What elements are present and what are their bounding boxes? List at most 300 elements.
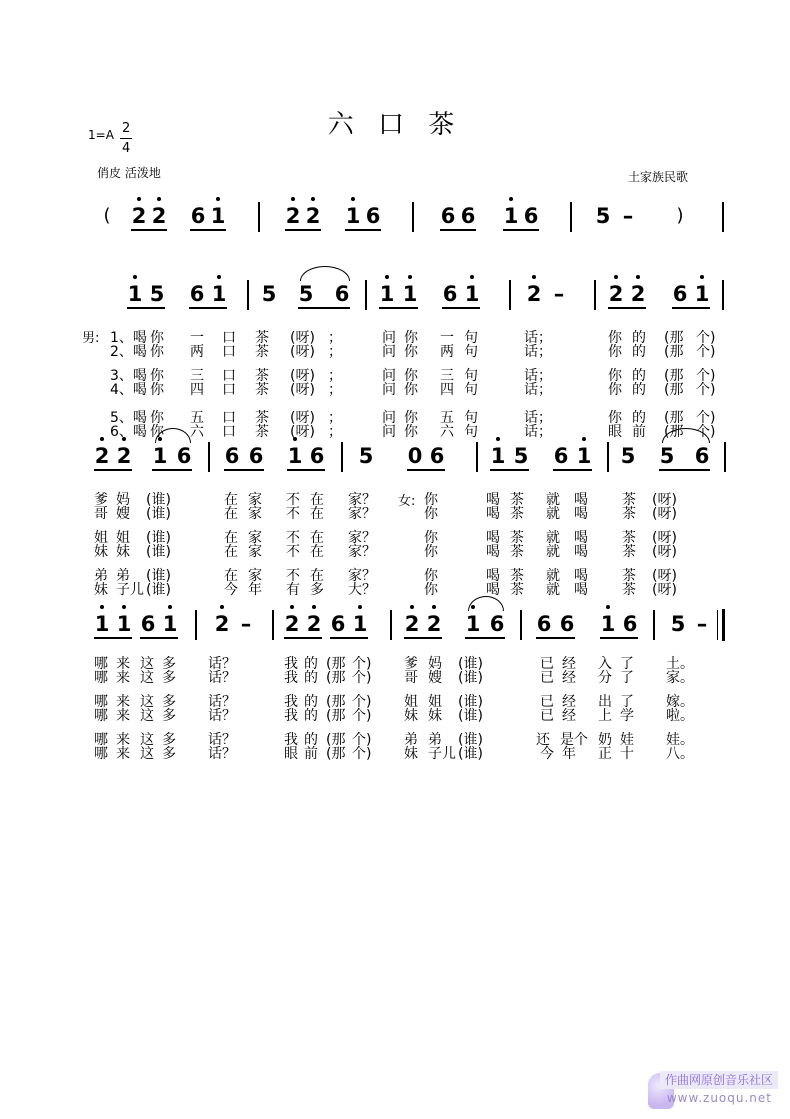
lyric-syllable: (呀) <box>652 530 677 546</box>
bar-line <box>570 202 572 232</box>
eighth-note-underline <box>345 229 381 231</box>
note: 2 <box>526 282 542 306</box>
eighth-note-underline <box>672 307 710 309</box>
lyric-syllable: ； <box>328 330 342 346</box>
lyric-syllable: 你 <box>608 344 622 360</box>
lyric-syllable: 弟 <box>428 732 442 748</box>
lyric-syllable: 茶 <box>255 382 269 398</box>
lyric-syllable: 你 <box>150 368 164 384</box>
final-bar-thin <box>717 610 718 640</box>
bar-line <box>272 610 274 640</box>
high-octave-dot <box>133 275 137 279</box>
lyric-syllable: 茶 <box>255 424 269 440</box>
lyric-syllable: (那 <box>664 344 684 360</box>
lyric-syllable: 姐 <box>428 694 442 710</box>
lyric-syllable: 就 <box>546 544 560 560</box>
lyric-syllable: 4、喝 <box>110 382 147 398</box>
high-octave-dot <box>220 605 224 609</box>
lyric-syllable: 了 <box>620 670 634 686</box>
lyric-syllable: ； <box>328 410 342 426</box>
lyric-syllable: 口 <box>222 424 236 440</box>
note: 6 <box>429 444 445 468</box>
lyric-syllable: 句 <box>464 368 478 384</box>
lyric-syllable: 一 <box>190 330 204 346</box>
high-octave-dot <box>509 197 513 201</box>
lyric-syllable: 有 <box>286 582 300 598</box>
lyric-syllable: 茶 <box>510 568 524 584</box>
note: 1 <box>287 444 303 468</box>
lyric-syllable: 你 <box>404 330 418 346</box>
lyric-syllable: 的 <box>632 344 646 360</box>
bar-line <box>195 610 197 640</box>
lyric-syllable: 5、喝 <box>110 410 147 426</box>
lyric-syllable: 你 <box>608 410 622 426</box>
lyric-syllable: 1、喝 <box>110 330 147 346</box>
lyric-syllable: 家？ <box>348 506 376 522</box>
eighth-note-underline <box>298 307 350 309</box>
lyric-syllable: 个) <box>352 708 372 724</box>
lyric-syllable: (谁) <box>458 670 483 686</box>
note: 1 <box>465 612 481 636</box>
lyric-syllable: 弟 <box>116 568 130 584</box>
lyric-syllable: (谁) <box>458 656 483 672</box>
bar-line <box>724 442 726 472</box>
lyric-syllable: 的 <box>632 368 646 384</box>
lyric-syllable: 哪 <box>94 656 108 672</box>
lyric-syllable: 话？ <box>208 708 236 724</box>
lyric-syllable: 哪 <box>94 670 108 686</box>
eighth-note-underline <box>189 307 227 309</box>
lyric-syllable: 学 <box>620 708 634 724</box>
watermark <box>648 1071 778 1111</box>
lyric-syllable: 这 <box>140 656 154 672</box>
lyric-syllable: 你 <box>424 582 438 598</box>
note: 2 <box>116 444 132 468</box>
lyric-syllable: ； <box>328 382 342 398</box>
lyric-syllable: 你 <box>608 382 622 398</box>
note: 1 <box>211 282 227 306</box>
lyric-syllable: 这 <box>140 670 154 686</box>
note: 6 <box>140 612 156 636</box>
eighth-note-underline <box>94 469 132 471</box>
lyric-syllable: 啦。 <box>666 708 694 724</box>
lyric-syllable: 话； <box>524 424 552 440</box>
lyric-syllable: 喝 <box>574 492 588 508</box>
note: 2 <box>214 612 230 636</box>
lyric-syllable: 个) <box>696 382 716 398</box>
staff-line-4 <box>0 600 790 650</box>
lyric-syllable: 五 <box>190 410 204 426</box>
lyric-syllable: 哥 <box>94 506 108 522</box>
high-octave-dot <box>311 197 315 201</box>
lyric-syllable: 的 <box>632 330 646 346</box>
note: 1 <box>345 204 361 228</box>
lyric-syllable: 你 <box>150 382 164 398</box>
lyric-syllable: 茶 <box>622 506 636 522</box>
eighth-note-underline <box>490 469 529 471</box>
note: 2 <box>404 612 420 636</box>
lyric-syllable: (呀) <box>652 492 677 508</box>
bar-line <box>722 202 724 232</box>
lyric-syllable: 在 <box>310 492 324 508</box>
lyric-syllable: 你 <box>404 344 418 360</box>
lyric-syllable: 茶 <box>622 568 636 584</box>
note: 6 <box>489 612 505 636</box>
lyric-syllable: (呀) <box>652 544 677 560</box>
lyric-syllable: 妹 <box>94 582 108 598</box>
lyric-syllable: 奶 <box>598 732 612 748</box>
lyric-syllable: 我 <box>284 670 298 686</box>
lyric-line <box>0 708 790 724</box>
lyric-syllable: 句 <box>464 410 478 426</box>
lyric-syllable: (呀) <box>290 330 315 346</box>
lyric-syllable: 你 <box>150 424 164 440</box>
lyric-syllable: 眼 <box>284 746 298 762</box>
lyric-syllable: (那 <box>326 656 346 672</box>
lyric-syllable: (谁) <box>458 746 483 762</box>
lyric-line <box>0 506 790 522</box>
lyric-syllable: 我 <box>284 694 298 710</box>
lyric-syllable: (呀) <box>652 582 677 598</box>
high-octave-dot <box>385 275 389 279</box>
lyric-syllable: 嫁。 <box>666 694 694 710</box>
bar-line <box>722 280 724 310</box>
bar-line <box>258 202 260 232</box>
lyric-syllable: 是个 <box>560 732 588 748</box>
lyric-syllable: 家 <box>248 530 262 546</box>
note: 6 <box>365 204 381 228</box>
high-octave-dot <box>137 197 141 201</box>
lyric-syllable: 经 <box>562 694 576 710</box>
lyric-syllable: 句 <box>464 344 478 360</box>
watermark-name: 作曲网原创音乐社区 <box>660 1071 778 1089</box>
lyric-syllable: 在 <box>224 492 238 508</box>
lyric-syllable: 6、喝 <box>110 424 147 440</box>
lyric-syllable: (谁) <box>146 544 171 560</box>
lyric-syllable: 你 <box>424 568 438 584</box>
lyric-syllable: 你 <box>150 330 164 346</box>
note: 1 <box>127 282 143 306</box>
note: 5 <box>358 444 374 468</box>
sustain-dash: – <box>622 204 634 228</box>
note: 6 <box>224 444 240 468</box>
high-octave-dot <box>470 275 474 279</box>
lyric-syllable: 了 <box>620 694 634 710</box>
lyric-syllable: 四 <box>440 382 454 398</box>
note: 1 <box>152 444 168 468</box>
lyric-syllable: (呀) <box>290 368 315 384</box>
lyric-syllable: 你 <box>608 368 622 384</box>
note: 2 <box>306 612 322 636</box>
bar-line <box>208 442 210 472</box>
lyric-syllable: ； <box>328 424 342 440</box>
watermark-url: www.zuoqu.net <box>666 1091 772 1105</box>
lyric-syllable: ； <box>328 368 342 384</box>
high-octave-dot <box>606 605 610 609</box>
lyric-syllable: 问 <box>382 424 396 440</box>
lyric-syllable: 茶 <box>622 492 636 508</box>
lyric-syllable: 问 <box>382 368 396 384</box>
lyric-syllable: 茶 <box>622 582 636 598</box>
bar-line <box>247 280 249 310</box>
lyric-syllable: (那 <box>326 708 346 724</box>
lyric-syllable: (谁) <box>458 732 483 748</box>
male-part-label: 男: <box>82 331 100 346</box>
note: 5 <box>298 282 314 306</box>
lyric-syllable: 姐 <box>404 694 418 710</box>
lyric-syllable: 经 <box>562 670 576 686</box>
eighth-note-underline <box>404 637 442 639</box>
lyric-syllable: 喝 <box>574 530 588 546</box>
lyric-syllable: 六 <box>440 424 454 440</box>
lyric-syllable: 今 <box>540 746 554 762</box>
high-octave-dot <box>100 605 104 609</box>
lyric-syllable: 问 <box>382 382 396 398</box>
lyric-syllable: 喝 <box>486 530 500 546</box>
lyric-syllable: 你 <box>404 368 418 384</box>
lyric-syllable: 话？ <box>208 732 236 748</box>
lyric-line <box>0 746 790 762</box>
lyric-syllable: 年 <box>562 746 576 762</box>
note: 1 <box>464 282 480 306</box>
lyric-syllable: 口 <box>222 382 236 398</box>
lyric-syllable: 多 <box>162 732 176 748</box>
lyric-syllable: (呀) <box>652 568 677 584</box>
eighth-note-underline <box>407 469 445 471</box>
lyric-syllable: 家？ <box>348 544 376 560</box>
lyric-syllable: 分 <box>598 670 612 686</box>
high-octave-dot <box>614 275 618 279</box>
eighth-note-underline <box>379 307 418 309</box>
lyric-syllable: 的 <box>304 708 318 724</box>
note: 1 <box>162 612 178 636</box>
lyric-syllable: 个) <box>352 746 372 762</box>
lyric-syllable: 这 <box>140 708 154 724</box>
lyric-syllable: 多 <box>162 656 176 672</box>
lyric-syllable: 茶 <box>255 330 269 346</box>
lyric-syllable: 话； <box>524 410 552 426</box>
lyric-syllable: 两 <box>190 344 204 360</box>
lyric-syllable: 哪 <box>94 746 108 762</box>
lyric-syllable: (那 <box>326 694 346 710</box>
note: 5 <box>659 444 675 468</box>
lyric-syllable: 在 <box>224 568 238 584</box>
song-origin: 土家族民歌 <box>628 170 689 184</box>
eighth-note-underline <box>600 637 638 639</box>
lyric-syllable: 个) <box>696 330 716 346</box>
lyric-syllable: 出 <box>598 694 612 710</box>
lyric-syllable: 个) <box>352 670 372 686</box>
lyric-syllable: 年 <box>248 582 262 598</box>
lyric-syllable: 来 <box>116 694 130 710</box>
lyric-syllable: 来 <box>116 732 130 748</box>
eighth-note-underline <box>127 307 165 309</box>
lyric-syllable: (那 <box>664 382 684 398</box>
lyric-syllable: 姐 <box>116 530 130 546</box>
sustain-dash: – <box>553 282 565 306</box>
high-octave-dot <box>432 605 436 609</box>
lyric-syllable: 家 <box>248 544 262 560</box>
lyric-syllable: 多 <box>310 582 324 598</box>
lyric-syllable: 在 <box>224 544 238 560</box>
lyric-syllable: 茶 <box>622 530 636 546</box>
lyric-syllable: 不 <box>286 544 300 560</box>
eighth-note-underline <box>442 307 480 309</box>
lyric-syllable: 已 <box>540 708 554 724</box>
bar-line <box>476 442 478 472</box>
note: 1 <box>352 612 368 636</box>
note: 1 <box>694 282 710 306</box>
lyric-syllable: 还 <box>536 732 550 748</box>
lyric-syllable: 话； <box>524 330 552 346</box>
lyric-syllable: 嫂 <box>116 506 130 522</box>
eighth-note-underline <box>190 229 226 231</box>
lyric-syllable: 土。 <box>666 656 694 672</box>
high-octave-dot <box>636 275 640 279</box>
lyric-syllable: 姐 <box>94 530 108 546</box>
lyric-syllable: 个) <box>352 732 372 748</box>
note: 2 <box>151 204 167 228</box>
note: 5 <box>261 282 277 306</box>
note: 1 <box>116 612 132 636</box>
note: 6 <box>334 282 350 306</box>
song-title: 六 口 茶 <box>327 110 463 140</box>
lyric-syllable: 口 <box>222 344 236 360</box>
note: 2 <box>630 282 646 306</box>
lyric-syllable: 六 <box>190 424 204 440</box>
lyric-syllable: (那 <box>664 368 684 384</box>
lyric-syllable: 子儿 <box>428 746 456 762</box>
lyric-syllable: 入 <box>598 656 612 672</box>
lyric-syllable: 不 <box>286 492 300 508</box>
lyric-syllable: 你 <box>608 330 622 346</box>
lyric-syllable: 喝 <box>486 568 500 584</box>
note: 2 <box>94 444 110 468</box>
final-bar-thick <box>722 609 725 641</box>
lyric-syllable: 妈 <box>116 492 130 508</box>
lyric-syllable: (谁) <box>458 694 483 710</box>
eighth-note-underline <box>608 307 646 309</box>
lyric-syllable: 在 <box>310 530 324 546</box>
lyric-syllable: 话？ <box>208 694 236 710</box>
note: 5 <box>595 204 611 228</box>
note: 2 <box>285 204 301 228</box>
lyric-line <box>0 670 790 686</box>
sustain-dash: – <box>240 612 252 636</box>
eighth-note-underline <box>465 637 505 639</box>
eighth-note-underline <box>440 229 476 231</box>
lyric-syllable: 茶 <box>510 530 524 546</box>
lyric-line <box>0 344 790 360</box>
lyric-syllable: (谁) <box>146 506 171 522</box>
high-octave-dot <box>290 605 294 609</box>
note: 6 <box>309 444 325 468</box>
lyric-syllable: 上 <box>598 708 612 724</box>
lyric-syllable: (那 <box>326 670 346 686</box>
lyric-syllable: (谁) <box>146 582 171 598</box>
lyric-syllable: 你 <box>424 506 438 522</box>
repeat-parenthesis: ( <box>103 205 111 226</box>
note: 2 <box>284 612 300 636</box>
lyric-syllable: 不 <box>286 506 300 522</box>
high-octave-dot <box>216 197 220 201</box>
bar-line <box>509 280 511 310</box>
lyric-syllable: 个) <box>352 694 372 710</box>
high-octave-dot <box>408 275 412 279</box>
lyric-syllable: 嫂 <box>428 670 442 686</box>
lyric-syllable: 喝 <box>486 544 500 560</box>
note: 6 <box>694 444 710 468</box>
lyric-syllable: 三 <box>440 368 454 384</box>
lyric-syllable: 喝 <box>574 568 588 584</box>
note: 6 <box>460 204 476 228</box>
note: 5 <box>670 612 686 636</box>
note: 6 <box>248 444 264 468</box>
lyric-syllable: 话； <box>524 344 552 360</box>
lyric-syllable: 这 <box>140 746 154 762</box>
high-octave-dot <box>351 197 355 201</box>
note: 1 <box>503 204 519 228</box>
lyric-syllable: 今 <box>224 582 238 598</box>
lyric-syllable: 家？ <box>348 530 376 546</box>
lyric-line <box>0 582 790 598</box>
lyric-syllable: 你 <box>404 424 418 440</box>
lyric-syllable: 已 <box>540 670 554 686</box>
high-octave-dot <box>217 275 221 279</box>
eighth-note-underline <box>553 469 592 471</box>
lyric-syllable: 话？ <box>208 670 236 686</box>
note: 1 <box>402 282 418 306</box>
lyric-syllable: 在 <box>224 530 238 546</box>
lyric-syllable: 经 <box>562 656 576 672</box>
lyric-syllable: 我 <box>284 732 298 748</box>
high-octave-dot <box>700 275 704 279</box>
note: 1 <box>210 204 226 228</box>
bar-line <box>412 202 414 232</box>
lyric-syllable: 已 <box>540 694 554 710</box>
lyric-syllable: (谁) <box>146 492 171 508</box>
lyric-syllable: 在 <box>310 544 324 560</box>
lyric-syllable: 正 <box>598 746 612 762</box>
lyric-syllable: 话？ <box>208 746 236 762</box>
high-octave-dot <box>410 605 414 609</box>
lyric-syllable: 茶 <box>255 410 269 426</box>
high-octave-dot <box>291 197 295 201</box>
lyric-syllable: 个) <box>696 424 716 440</box>
lyric-syllable: 妹 <box>404 746 418 762</box>
lyric-syllable: 问 <box>382 344 396 360</box>
lyric-syllable: ； <box>328 344 342 360</box>
lyric-syllable: 爹 <box>94 492 108 508</box>
eighth-note-underline <box>152 469 192 471</box>
note: 6 <box>189 282 205 306</box>
lyric-line <box>0 544 790 560</box>
female-part-label: 女: <box>398 494 416 509</box>
lyric-syllable: 的 <box>304 656 318 672</box>
lyric-syllable: 就 <box>546 492 560 508</box>
eighth-note-underline <box>536 637 575 639</box>
note: 5 <box>149 282 165 306</box>
note: 6 <box>622 612 638 636</box>
lyric-syllable: 喝 <box>486 506 500 522</box>
lyric-syllable: 三 <box>190 368 204 384</box>
lyric-syllable: (那 <box>664 410 684 426</box>
lyric-syllable: 家。 <box>666 670 694 686</box>
lyric-syllable: 喝 <box>574 506 588 522</box>
lyric-line <box>0 424 790 440</box>
lyric-syllable: 你 <box>150 410 164 426</box>
eighth-note-underline <box>659 469 710 471</box>
